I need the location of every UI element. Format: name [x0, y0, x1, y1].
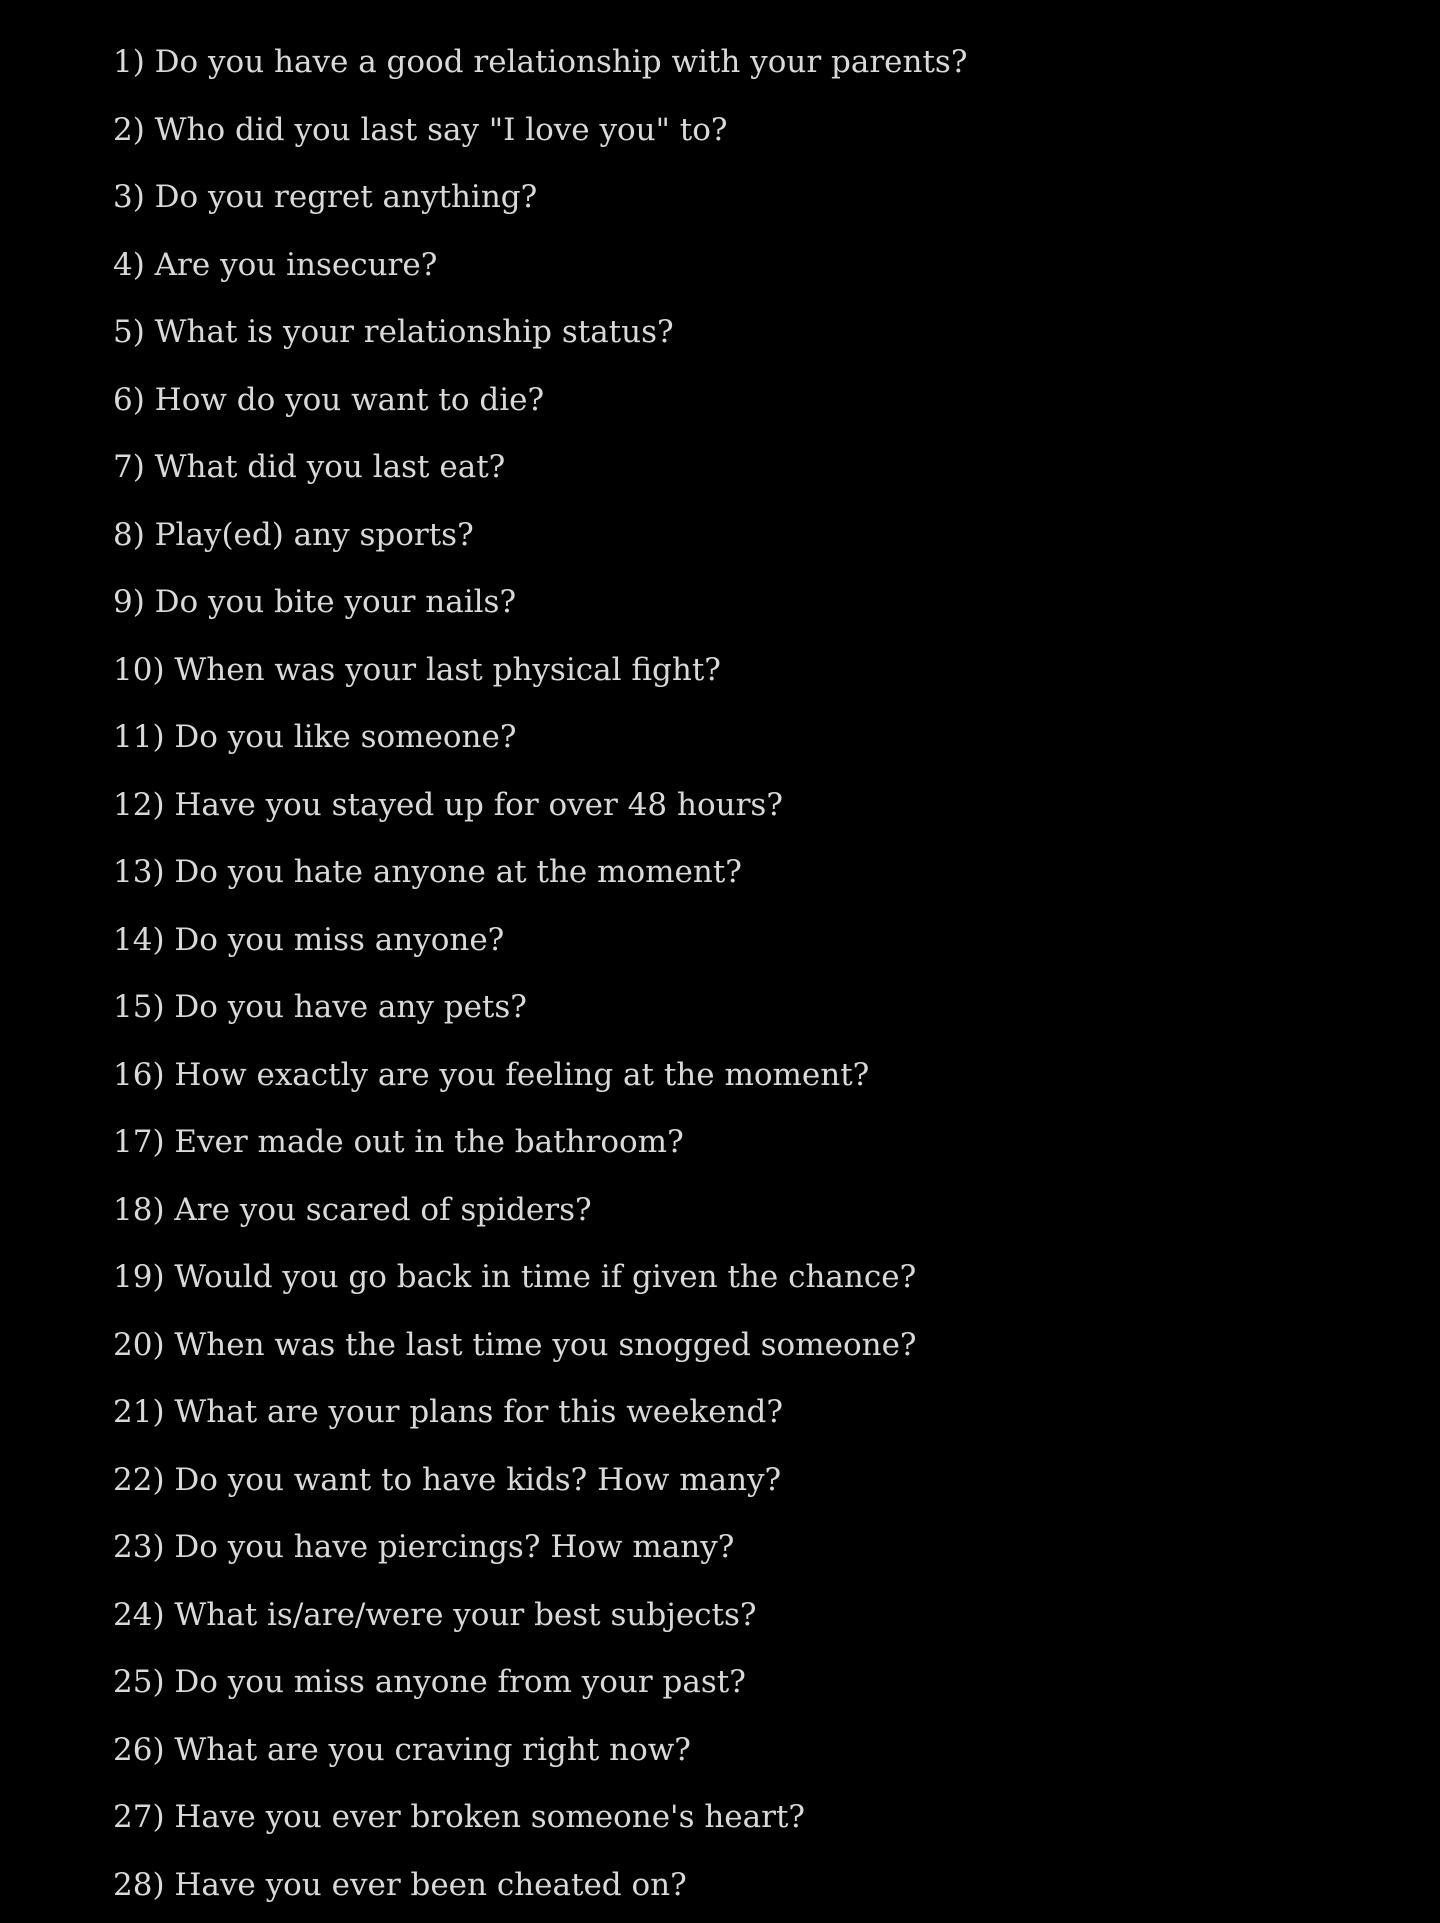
question-item: 23) Do you have piercings? How many? — [113, 1518, 967, 1586]
question-item: 10) When was your last physical fight? — [113, 641, 967, 709]
question-item: 8) Play(ed) any sports? — [113, 506, 967, 574]
question-item: 12) Have you stayed up for over 48 hours? — [113, 776, 967, 844]
question-item: 5) What is your relationship status? — [113, 303, 967, 371]
question-item: 7) What did you last eat? — [113, 438, 967, 506]
question-item: 17) Ever made out in the bathroom? — [113, 1113, 967, 1181]
question-item: 9) Do you bite your nails? — [113, 573, 967, 641]
question-item: 26) What are you craving right now? — [113, 1721, 967, 1789]
question-item: 1) Do you have a good relationship with your parents? — [113, 33, 967, 101]
question-item: 22) Do you want to have kids? How many? — [113, 1451, 967, 1519]
question-item: 3) Do you regret anything? — [113, 168, 967, 236]
question-item: 28) Have you ever been cheated on? — [113, 1856, 967, 1923]
question-item: 14) Do you miss anyone? — [113, 911, 967, 979]
question-item: 16) How exactly are you feeling at the moment? — [113, 1046, 967, 1114]
question-item: 21) What are your plans for this weekend? — [113, 1383, 967, 1451]
question-item: 2) Who did you last say "I love you" to? — [113, 101, 967, 169]
question-item: 4) Are you insecure? — [113, 236, 967, 304]
question-list — [113, 33, 967, 1923]
question-item: 20) When was the last time you snogged someone? — [113, 1316, 967, 1384]
question-item: 25) Do you miss anyone from your past? — [113, 1653, 967, 1721]
question-item: 19) Would you go back in time if given the chance? — [113, 1248, 967, 1316]
question-item: 11) Do you like someone? — [113, 708, 967, 776]
question-item: 15) Do you have any pets? — [113, 978, 967, 1046]
question-item: 6) How do you want to die? — [113, 371, 967, 439]
question-item: 18) Are you scared of spiders? — [113, 1181, 967, 1249]
question-item: 24) What is/are/were your best subjects? — [113, 1586, 967, 1654]
question-item: 27) Have you ever broken someone's heart? — [113, 1788, 967, 1856]
question-item: 13) Do you hate anyone at the moment? — [113, 843, 967, 911]
